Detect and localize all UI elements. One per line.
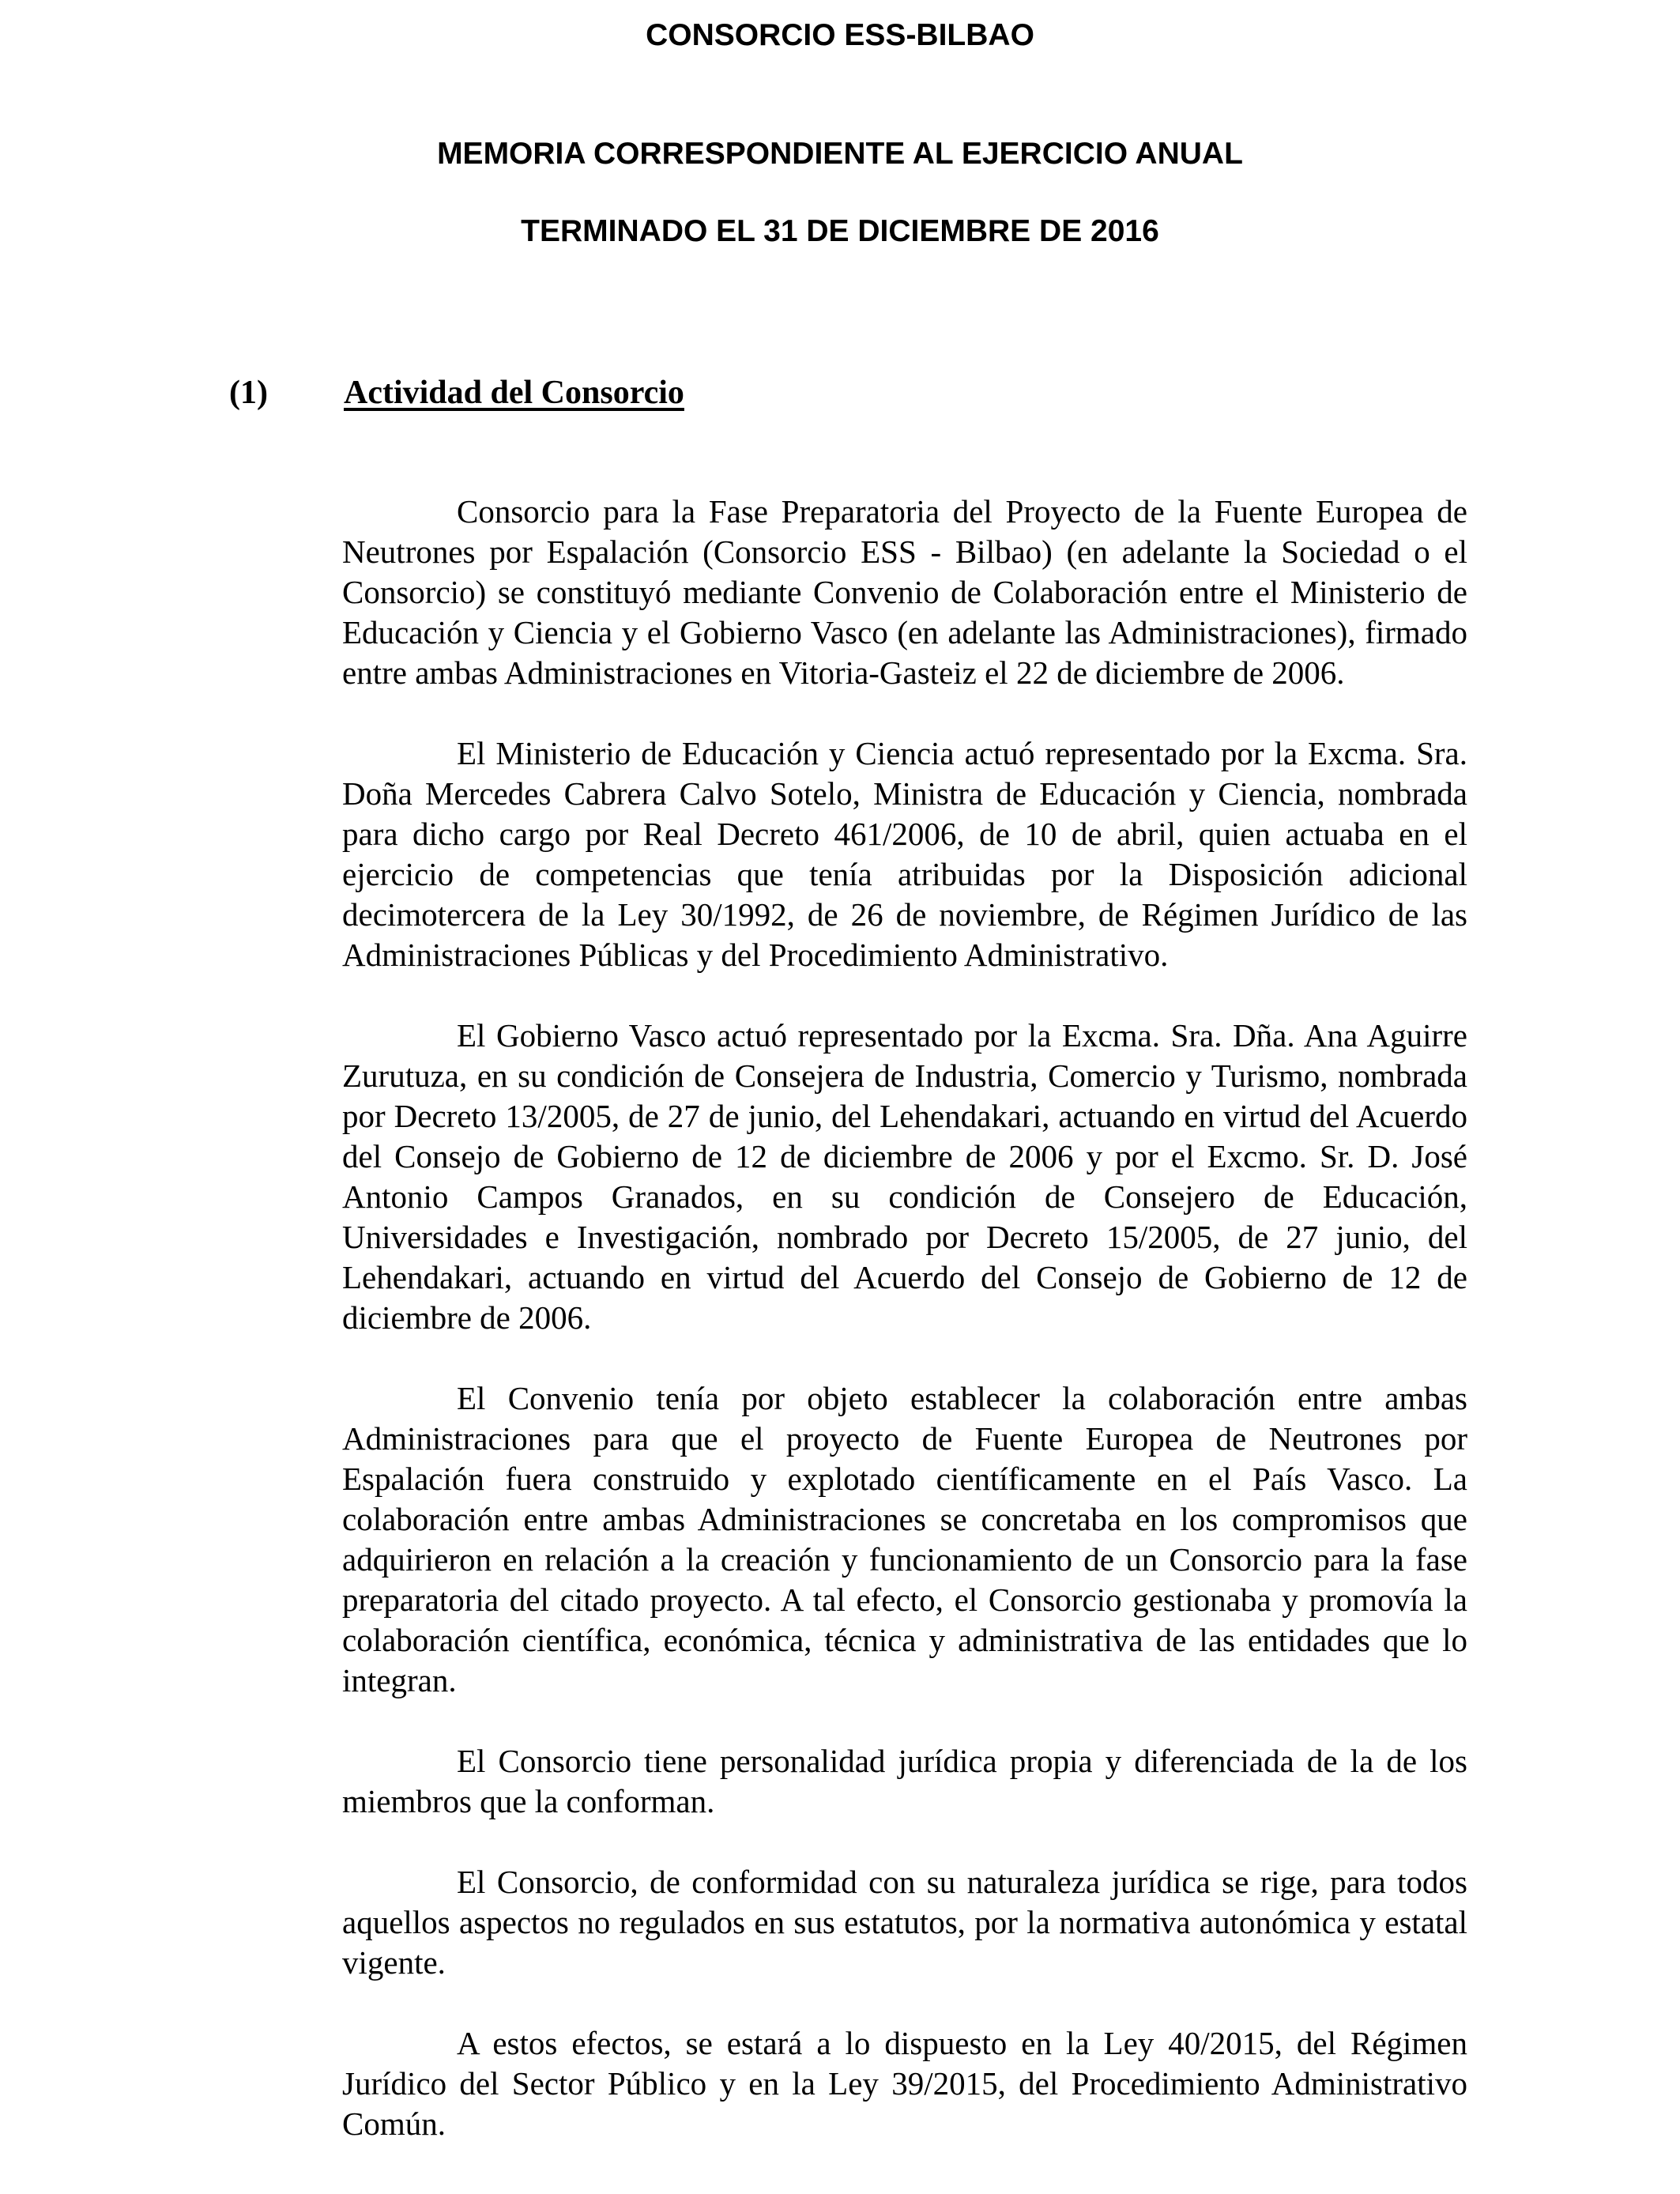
- section-heading: [229, 371, 684, 414]
- section-title: Actividad del Consorcio: [344, 375, 684, 411]
- paragraph: El Consorcio, de conformidad con su naturaleza jurídica se rige, para todos aquellos aspectos no regulados en sus estatutos, por la normativa autonómica y estatal vigente.: [342, 1864, 1467, 1981]
- paragraph: A estos efectos, se estará a lo dispuesto en la Ley 40/2015, del Régimen Jurídico del Sector Público y en la Ley 39/2015, del Procedimiento Administrativo Común.: [342, 2025, 1467, 2142]
- section-number: (1): [229, 375, 268, 411]
- report-title-line-1: MEMORIA CORRESPONDIENTE AL EJERCICIO ANUAL: [437, 137, 1243, 171]
- paragraph: El Convenio tenía por objeto establecer la colaboración entre ambas Administraciones para que el proyecto de Fuente Europea de Neutrones por Espalación fuera construido y explotado científicamente en el País Vasco. La colaboración entre ambas Administraciones se concretaba en los compromisos que adquirieron en relación a la creación y funcionamiento de un Consorcio para la fase preparatoria del citado proyecto. A tal efecto, el Consorcio gestionaba y promovía la colaboración científica, económica, técnica y administrativa de las entidades que lo integran.: [342, 1380, 1467, 1698]
- report-title-line-2: TERMINADO EL 31 DE DICIEMBRE DE 2016: [521, 214, 1159, 248]
- organization-name: CONSORCIO ESS-BILBAO: [646, 18, 1034, 52]
- paragraph: El Consorcio tiene personalidad jurídica propia y diferenciada de la de los miembros que la conforman.: [342, 1743, 1467, 1819]
- paragraph: El Ministerio de Educación y Ciencia actuó representado por la Excma. Sra. Doña Mercedes Cabrera Calvo Sotelo, Ministra de Educación y Ciencia, nombrada para dicho cargo por Real Decreto 461/2006, de 10 de abril, quien actuaba en el ejercicio de competencias que tenía atribuidas por la Disposición adicional decimotercera de la Ley 30/1992, de 26 de noviembre, de Régimen Jurídico de las Administraciones Públicas y del Procedimiento Administrativo.: [342, 735, 1467, 973]
- paragraph: Consorcio para la Fase Preparatoria del Proyecto de la Fuente Europea de Neutrones por Espalación (Consorcio ESS - Bilbao) (en adelante la Sociedad o el Consorcio) se constituyó mediante Convenio de Colaboración entre el Ministerio de Educación y Ciencia y el Gobierno Vasco (en adelante las Administraciones), firmado entre ambas Administraciones en Vitoria-Gasteiz el 22 de diciembre de 2006.: [342, 493, 1467, 691]
- paragraph: El Gobierno Vasco actuó representado por la Excma. Sra. Dña. Ana Aguirre Zurutuza, en su condición de Consejera de Industria, Comercio y Turismo, nombrada por Decreto 13/2005, de 27 de junio, del Lehendakari, actuando en virtud del Acuerdo del Consejo de Gobierno de 12 de diciembre de 2006 y por el Excmo. Sr. D. José Antonio Campos Granados, en su condición de Consejero de Educación, Universidades e Investigación, nombrado por Decreto 15/2005, de 27 junio, del Lehendakari, actuando en virtud del Acuerdo del Consejo de Gobierno de 12 de diciembre de 2006.: [342, 1017, 1467, 1336]
- section-body: [342, 492, 1467, 2185]
